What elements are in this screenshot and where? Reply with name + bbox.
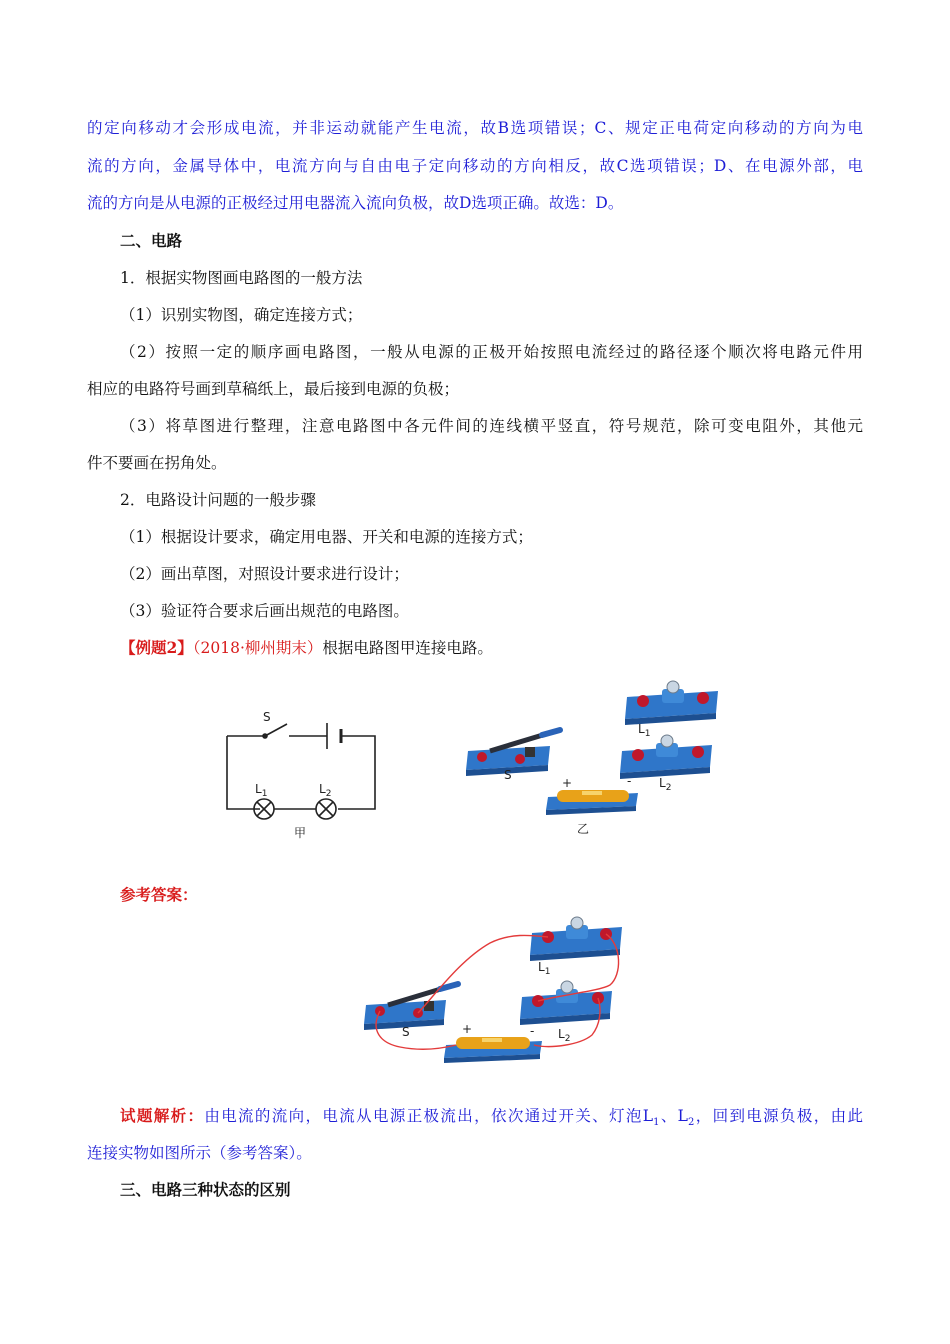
sub2-step2: （2）画出草图，对照设计要求进行设计； xyxy=(120,565,409,583)
answer-lamp2-label: $L_2$ xyxy=(558,1027,571,1044)
section2-heading: 二、电路 xyxy=(120,231,183,250)
analysis-text-b: 、L xyxy=(659,1107,688,1125)
analysis-sub1: 1 xyxy=(653,1117,660,1129)
section3-heading: 三、电路三种状态的区别 xyxy=(120,1180,291,1199)
yi-lamp1-label: $L_1$ xyxy=(638,722,651,739)
sub1-title: 1．根据实物图画电路图的一般方法 xyxy=(120,269,363,287)
yi-switch-board xyxy=(466,730,560,776)
analysis-label: 试题解析： xyxy=(120,1106,205,1125)
analysis-line1 xyxy=(120,1106,863,1133)
answer-label: 参考答案： xyxy=(120,885,198,904)
answer-lamp1-board xyxy=(530,917,622,961)
para1-line2: 流的方向，金属导体中，电流方向与自由电子定向移动的方向相反，故C选项错误；D、在电源外部，电 xyxy=(87,157,863,175)
answer-lamp1-label: $L_1$ xyxy=(538,960,551,977)
example-line xyxy=(120,638,493,658)
sub2-title: 2．电路设计问题的一般步骤 xyxy=(120,491,316,509)
yi-lamp2-label: $L_2$ xyxy=(659,776,672,793)
yi-lamp2-board xyxy=(620,735,712,779)
answer-switch-label: S xyxy=(402,1025,410,1039)
yi-lamp1-board xyxy=(625,681,718,725)
analysis-sub2: 2 xyxy=(687,1117,695,1129)
yi-switch-label: S xyxy=(504,768,512,782)
jia-lamp2-label: $L_2$ xyxy=(319,782,332,799)
answer-wiring-image xyxy=(360,915,630,1075)
answer-switch-board xyxy=(364,984,458,1030)
analysis-text-c: ，回到电源负极，由此 xyxy=(694,1107,863,1125)
jia-switch-label: S xyxy=(263,710,271,724)
answer-battery-board xyxy=(444,1037,542,1063)
physical-components-yi xyxy=(462,675,732,840)
yi-caption: 乙 xyxy=(577,822,590,836)
para1-line3: 流的方向是从电源的正极经过用电器流入流向负极，故D选项正确。故选：D。 xyxy=(87,194,624,212)
answer-lamp2-board xyxy=(520,981,612,1025)
example-text: 根据电路图甲连接电路。 xyxy=(322,639,493,657)
example-source: （2018·柳州期末） xyxy=(192,639,323,657)
yi-minus-label: - xyxy=(627,774,632,788)
yi-plus-label: + xyxy=(562,776,573,790)
sub1-step2-line2: 相应的电路符号画到草稿纸上，最后接到电源的负极； xyxy=(87,380,460,398)
sub1-step2-line1: （2）按照一定的顺序画电路图，一般从电源的正极开始按照电流经过的路径逐个顺次将电路元件用 xyxy=(120,343,863,361)
answer-plus-label: + xyxy=(462,1022,473,1036)
sub1-step3-line2: 件不要画在拐角处。 xyxy=(87,454,227,472)
circuit-diagram-jia xyxy=(215,705,390,845)
sub2-step3: （3）验证符合要求后画出规范的电路图。 xyxy=(120,602,409,620)
yi-battery-board xyxy=(546,790,638,815)
jia-caption: 甲 xyxy=(294,826,307,840)
answer-minus-label: - xyxy=(530,1024,535,1038)
example-tag: 【例题2】 xyxy=(120,638,193,657)
sub1-step1: （1）识别实物图，确定连接方式； xyxy=(120,306,363,324)
sub2-step1: （1）根据设计要求，确定用电器、开关和电源的连接方式； xyxy=(120,528,533,546)
para1-line1: 的定向移动才会形成电流，并非运动就能产生电流，故B选项错误；C、规定正电荷定向移动的方向为电 xyxy=(87,119,863,137)
analysis-line2: 连接实物如图所示（参考答案）。 xyxy=(87,1144,312,1162)
analysis-text-a: 由电流的流向，电流从电源正极流出，依次通过开关、灯泡L xyxy=(204,1107,654,1125)
sub1-step3-line1: （3）将草图进行整理，注意电路图中各元件间的连线横平竖直，符号规范，除可变电阻外，其他元 xyxy=(120,417,863,435)
jia-lamp1-label: $L_1$ xyxy=(255,782,268,799)
